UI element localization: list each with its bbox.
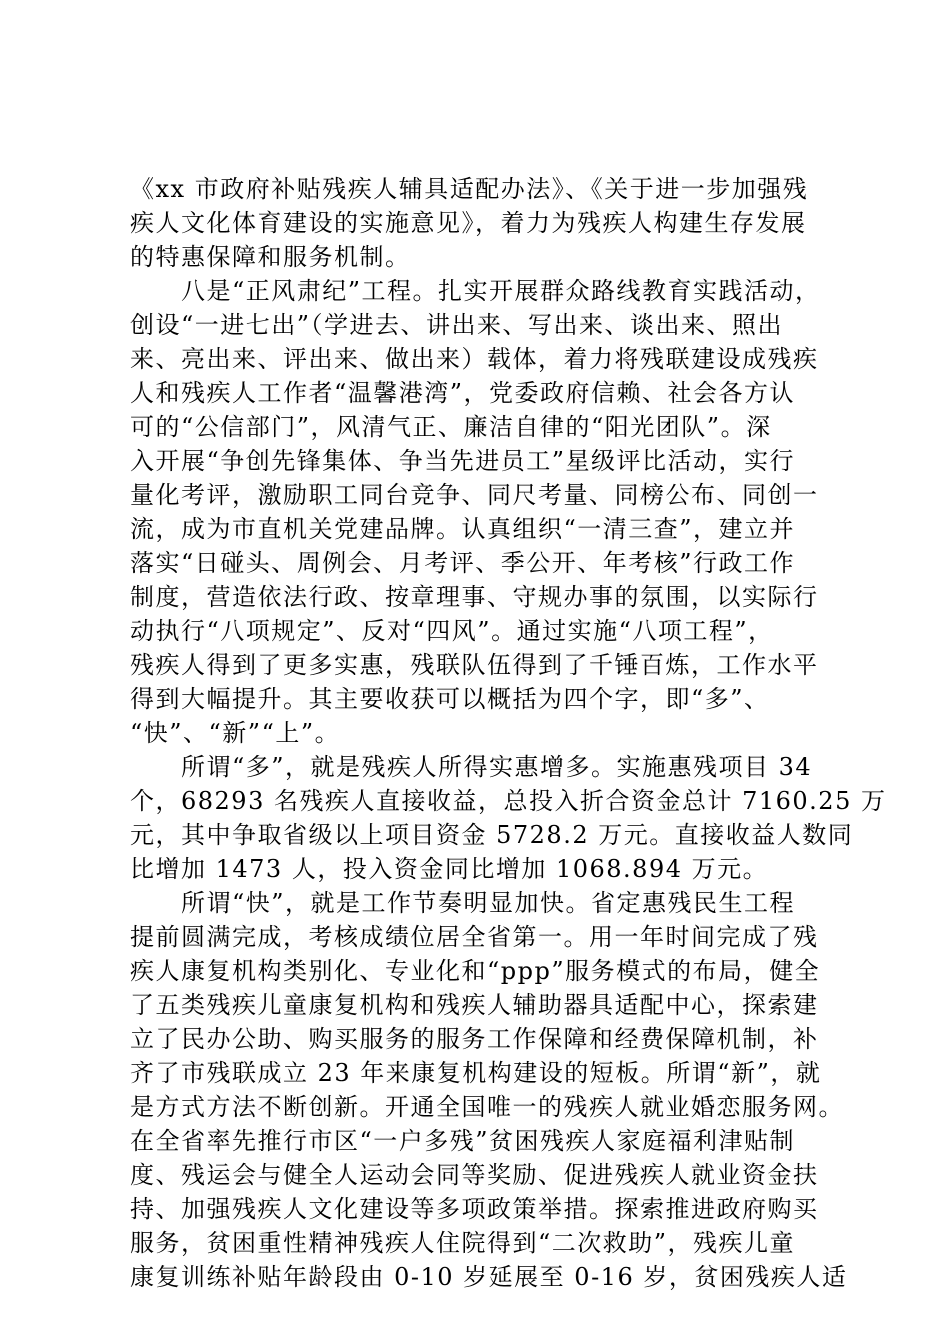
text-line: 齐了市残联成立 23 年来康复机构建设的短板。所谓“新”，就 [130, 1059, 822, 1087]
document-body [130, 172, 887, 1294]
text-line: 的特惠保障和服务机制。 [130, 243, 411, 271]
text-line: 是方式方法不断创新。开通全国唯一的残疾人就业婚恋服务网。 [130, 1093, 844, 1121]
text-line: 在全省率先推行市区“一户多残”贫困残疾人家庭福利津贴制 [130, 1127, 796, 1155]
text-line: 入开展“争创先锋集体、争当先进员工”星级评比活动，实行 [130, 447, 796, 475]
text-line: 康复训练补贴年龄段由 0-10 岁延展至 0-16 岁，贫困残疾人适 [130, 1263, 848, 1291]
text-line: 量化考评，激励职工同台竞争、同尺考量、同榜公布、同创一 [130, 481, 819, 509]
text-line: 了五类残疾儿童康复机构和残疾人辅助器具适配中心，探索建 [130, 991, 819, 1019]
text-line: 所谓“多”，就是残疾人所得实惠增多。实施惠残项目 34 [130, 753, 813, 781]
text-line: 疾人文化体育建设的实施意见》，着力为残疾人构建生存发展 [130, 209, 807, 237]
text-line: 元，其中争取省级以上项目资金 5728.2 万元。直接收益人数同 [130, 821, 854, 849]
text-line: 制度，营造依法行政、按章理事、守规办事的氛围，以实际行 [130, 583, 819, 611]
text-line: 流，成为市直机关党建品牌。认真组织“一清三查”，建立并 [130, 515, 796, 543]
text-line: 来、亮出来、评出来、做出来）载体，着力将残联建设成残疾 [130, 345, 819, 373]
text-line: 度、残运会与健全人运动会同等奖励、促进残疾人就业资金扶 [130, 1161, 819, 1189]
text-line: 人和残疾人工作者“温馨港湾”，党委政府信赖、社会各方认 [130, 379, 796, 407]
text-line: 得到大幅提升。其主要收获可以概括为四个字，即“多”、 [130, 685, 770, 713]
text-line: 持、加强残疾人文化建设等多项政策举措。探索推进政府购买 [130, 1195, 819, 1223]
text-line: 残疾人得到了更多实惠，残联队伍得到了千锤百炼，工作水平 [130, 651, 819, 679]
text-line: 《xx 市政府补贴残疾人辅具适配办法》、《关于进一步加强残 [130, 175, 809, 203]
text-line: 服务，贫困重性精神残疾人住院得到“二次救助”，残疾儿童 [130, 1229, 796, 1257]
text-line: 所谓“快”，就是工作节奏明显加快。省定惠残民生工程 [130, 889, 796, 917]
text-line: 比增加 1473 人，投入资金同比增加 1068.894 万元。 [130, 855, 769, 883]
text-line: 落实“日碰头、周例会、月考评、季公开、年考核”行政工作 [130, 549, 796, 577]
text-line: 创设“一进七出”（学进去、讲出来、写出来、谈出来、照出 [130, 311, 784, 339]
text-line: 动执行“八项规定”、反对“四风”。通过实施“八项工程”， [130, 617, 774, 645]
text-line: 可的“公信部门”，风清气正、廉洁自律的“阳光团队”。深 [130, 413, 772, 441]
text-line: “快”、“新”“上”。 [130, 719, 341, 747]
text-line: 立了民办公助、购买服务的服务工作保障和经费保障机制，补 [130, 1025, 819, 1053]
text-line: 提前圆满完成，考核成绩位居全省第一。用一年时间完成了残 [130, 923, 819, 951]
text-line: 疾人康复机构类别化、专业化和“ppp”服务模式的布局，健全 [130, 957, 821, 985]
text-line: 个，68293 名残疾人直接收益，总投入折合资金总计 7160.25 万 [130, 787, 887, 815]
text-line: 八是“正风肃纪”工程。扎实开展群众路线教育实践活动， [130, 277, 821, 305]
